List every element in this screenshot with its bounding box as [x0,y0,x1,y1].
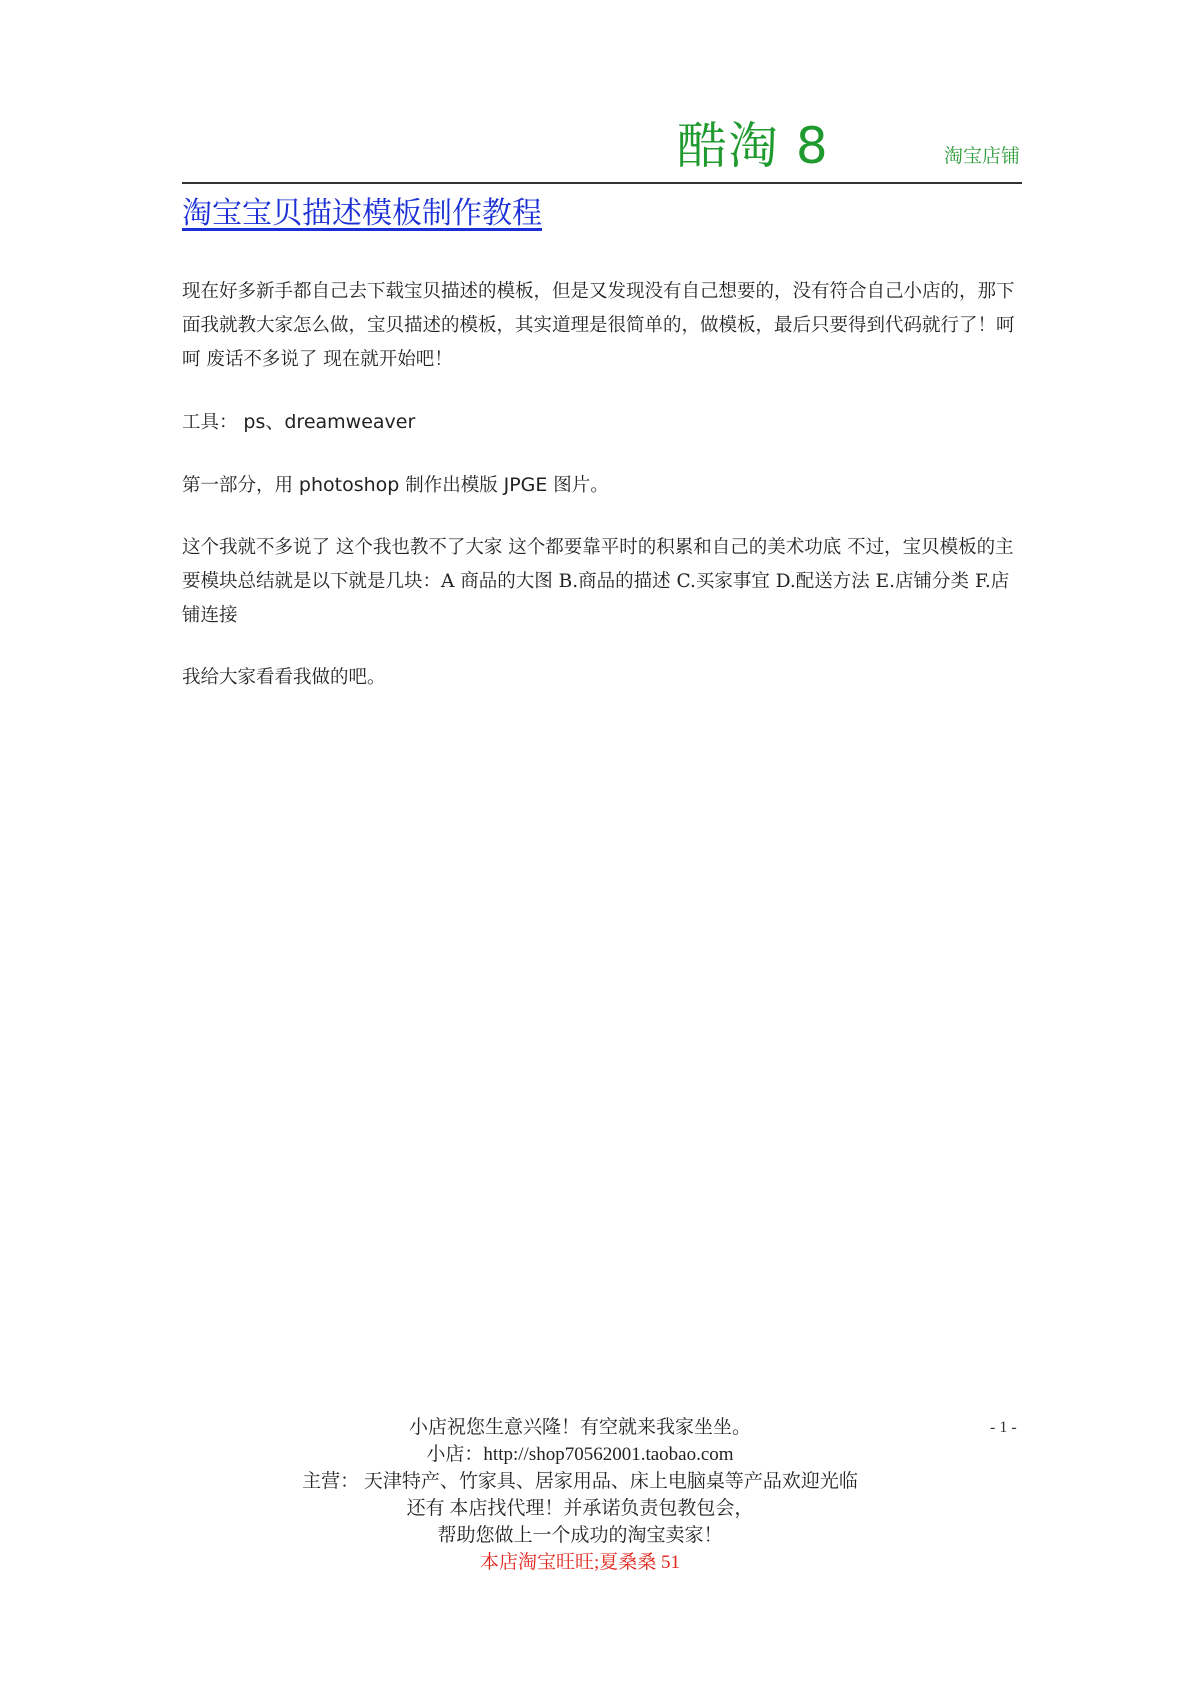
part1-tool: photoshop [298,474,400,496]
brand-logo-text: 酷淘 8 [677,117,829,175]
closing-paragraph: 我给大家看看我做的吧。 [182,667,386,688]
page-header [182,112,1022,184]
document-body [182,275,1027,723]
footer-main-products: 主营： 天津特产、竹家具、居家用品、床上电脑桌等产品欢迎光临 [302,1471,858,1492]
document-title-link[interactable]: 淘宝宝贝描述模板制作教程 [182,196,542,231]
part1-middle: 制作出模版 [399,475,504,496]
footer-agent-note: 还有 本店找代理！并承诺负责包教包会， [406,1498,754,1519]
footer-wangwang-contact: 本店淘宝旺旺;夏桑桑 51 [479,1552,681,1573]
footer-help-note: 帮助您做上一个成功的淘宝卖家！ [437,1525,723,1546]
part1-format: JPGE [503,474,548,496]
intro-paragraph: 现在好多新手都自己去下载宝贝描述的模板，但是又发现没有自己想要的，没有符合自己小店的，那下面我就教大家怎么做，宝贝描述的模板，其实道理是很简单的，做模板，最后只要得到代码就行了！呵呵 废话不多说了 现在就开始吧！ [182,281,1015,370]
part1-prefix: 第一部分，用 [182,475,299,496]
tools-label: 工具： [182,412,238,433]
page-footer [230,1414,930,1576]
footer-shop-url: 小店：http://shop70562001.taobao.com [426,1444,734,1465]
part1-paragraph [182,468,1027,503]
part1-suffix: 图片。 [547,475,609,496]
tools-value: ps、dreamweaver [243,411,416,433]
modules-paragraph: 这个我就不多说了 这个我也教不了大家 这个都要靠平时的积累和自己的美术功底 不过，宝贝模板的主要模块总结就是以下就是几块：A 商品的大图 B.商品的描述 C.买家事宜 D.配送方法 E.店铺分类 F.店铺连接 [182,537,1014,626]
page-number: - 1 - [990,1419,1017,1436]
brand-subtitle: 淘宝店铺 [943,145,1020,167]
footer-greeting: 小店祝您生意兴隆！有空就来我家坐坐。 [408,1417,751,1438]
tools-paragraph [182,405,1027,440]
